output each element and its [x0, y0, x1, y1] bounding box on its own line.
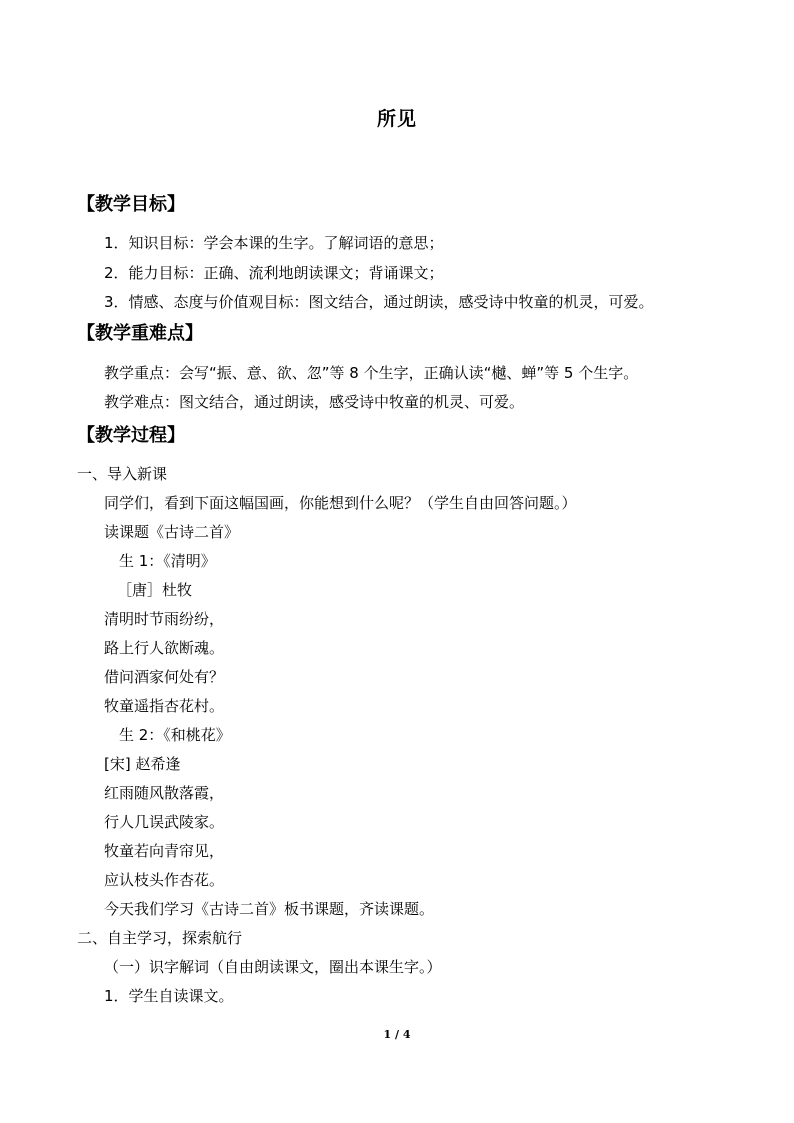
poem-line: 牧童若向青帘见， — [104, 842, 225, 860]
poem-line: 牧童遥指杏花村。 — [104, 697, 225, 715]
poem-line: 应认枝头作杏花。 — [104, 871, 225, 889]
process-line: 二、自主学习，探索航行 — [77, 929, 243, 947]
process-line: （一）识字解词（自由朗读课文，圈出本课生字。） — [104, 958, 442, 976]
process-line: [宋] 赵希逢 — [104, 755, 181, 773]
poem-line: 借问酒家何处有？ — [104, 668, 225, 686]
process-line: 一、导入新课 — [77, 465, 168, 483]
section-heading-process: 【教学过程】 — [77, 425, 185, 446]
section-heading-goals: 【教学目标】 — [77, 194, 185, 215]
goal-item-1: 1．知识目标：学会本课的生字。了解词语的意思； — [104, 234, 444, 252]
process-line: 1．学生自读课文。 — [104, 987, 234, 1005]
section-heading-key-points: 【教学重难点】 — [77, 323, 203, 344]
process-line: 读课题《古诗二首》 — [104, 523, 240, 541]
process-line: 生 1：《清明》 — [119, 552, 216, 570]
process-line: 生 2：《和桃花》 — [119, 726, 231, 744]
page-title: 所见 — [376, 108, 417, 130]
page-number: 1 / 4 — [383, 1028, 411, 1041]
poem-line: 清明时节雨纷纷， — [104, 610, 225, 628]
process-line: 今天我们学习《古诗二首》板书课题，齐读课题。 — [104, 900, 435, 918]
poem-line: 路上行人欲断魂。 — [104, 639, 225, 657]
poem-line: 红雨随风散落霞， — [104, 784, 225, 802]
goal-item-3: 3．情感、态度与价值观目标：图文结合，通过朗读，感受诗中牧童的机灵，可爱。 — [104, 293, 654, 311]
process-line: 同学们，看到下面这幅国画，你能想到什么呢？（学生自由回答问题。） — [104, 494, 577, 512]
goal-item-2: 2．能力目标：正确、流利地朗读课文；背诵课文； — [104, 264, 444, 282]
process-line: ［唐］杜牧 — [117, 581, 193, 599]
key-point-item-2: 教学难点：图文结合，通过朗读，感受诗中牧童的机灵、可爱。 — [104, 393, 525, 411]
key-point-item-1: 教学重点：会写“振、意、欲、忽”等 8 个生字，正确认读“樾、蝉”等 5 个生字。 — [104, 364, 639, 382]
poem-line: 行人几误武陵家。 — [104, 813, 225, 831]
